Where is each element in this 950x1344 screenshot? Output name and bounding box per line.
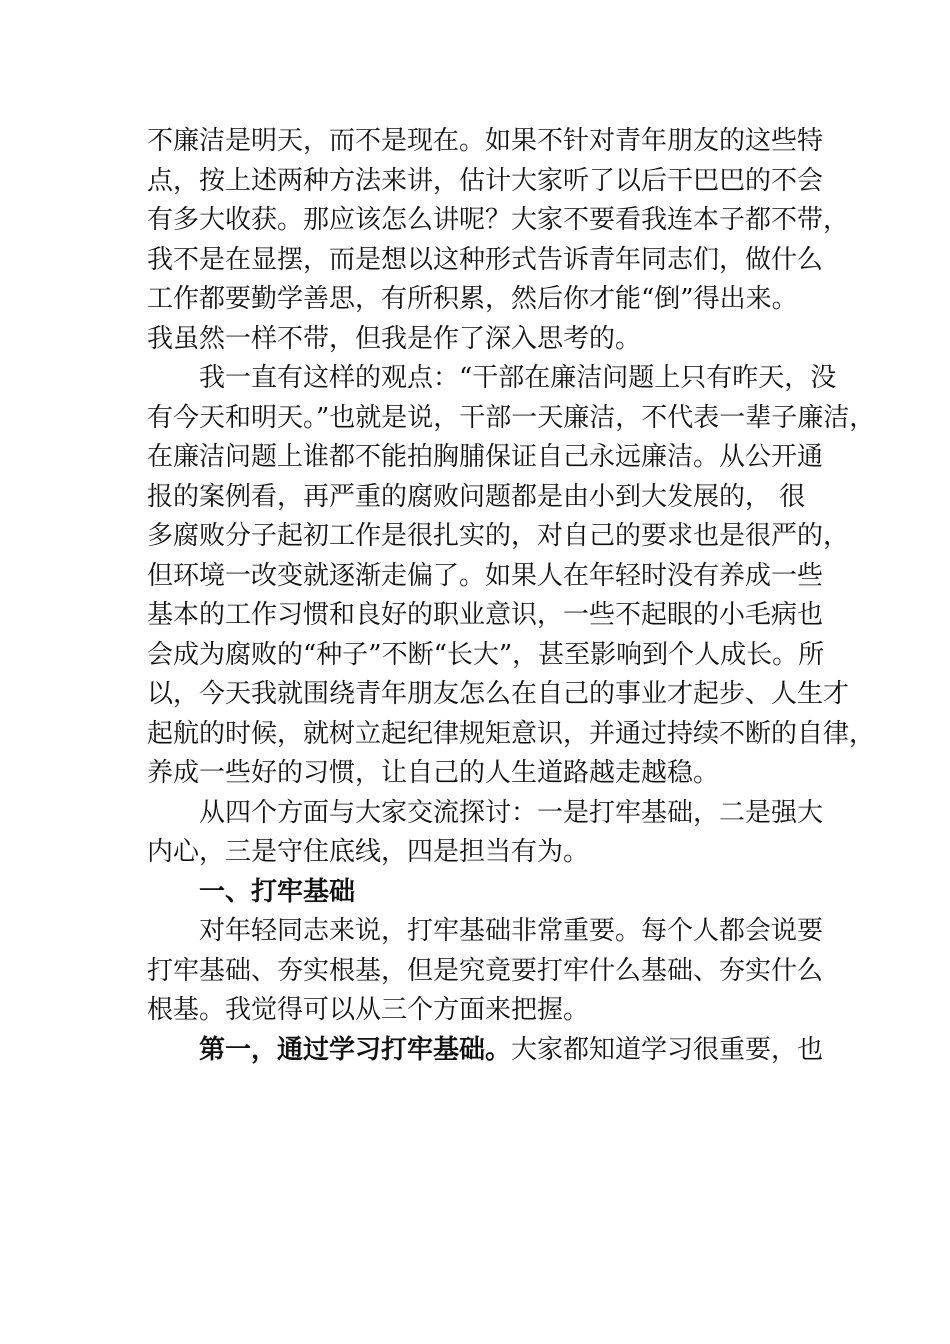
text-line: 以，今天我就围绕青年朋友怎么在自己的事业才起步、人生才 bbox=[147, 679, 850, 709]
text-line: 养成一些好的习惯，让自己的人生道路越走越稳。 bbox=[147, 758, 720, 788]
text-line: 打牢基础、夯实根基，但是究竟要打牢什么基础、夯实什么 bbox=[147, 955, 824, 986]
text-line: 点，按上述两种方法来讲，估计大家听了以后干巴巴的不会 bbox=[147, 165, 824, 196]
text-line: 报的案例看，再严重的腐败问题都是由小到大发展的， 很 bbox=[147, 481, 806, 512]
paragraph-2 bbox=[147, 359, 876, 794]
text-line: 我一直有这样的观点：“干部在廉洁问题上只有昨天，没 bbox=[199, 363, 837, 393]
text-line: 会成为腐败的“种子”不断“长大”，甚至影响到个人成长。所 bbox=[147, 639, 825, 670]
paragraph-6 bbox=[147, 1031, 827, 1071]
bold-lead-text: 第一，通过学习打牢基础。 bbox=[199, 1034, 512, 1065]
paragraph-3 bbox=[147, 794, 827, 873]
text-line: 基本的工作习惯和良好的职业意识，一些不起眼的小毛病也 bbox=[147, 600, 824, 630]
section-heading-text: 一、打牢基础 bbox=[199, 876, 356, 907]
section-heading bbox=[147, 873, 827, 913]
text-line: 工作都要勤学善思，有所积累，然后你才能“倒”得出来。 bbox=[147, 284, 798, 314]
document-body bbox=[147, 122, 876, 1070]
text-line bbox=[147, 1031, 827, 1071]
text-line: 起航的时候，就树立起纪律规矩意识，并通过持续不断的自律， bbox=[147, 718, 876, 749]
text-line: 我不是在显摆，而是想以这种形式告诉青年同志们，做什么 bbox=[147, 244, 824, 275]
text-line: 多腐败分子起初工作是很扎实的，对自己的要求也是很严的， bbox=[147, 521, 850, 551]
paragraph-5 bbox=[147, 912, 827, 1031]
text-line: 不廉洁是明天，而不是现在。如果不针对青年朋友的这些特 bbox=[147, 126, 824, 156]
text-line: 内心，三是守住底线，四是担当有为。 bbox=[147, 837, 590, 867]
text-line: 对年轻同志来说，打牢基础非常重要。每个人都会说要 bbox=[199, 916, 824, 946]
text-line: 根基。我觉得可以从三个方面来把握。 bbox=[147, 995, 590, 1025]
paragraph-text: 大家都知道学习很重要，也 bbox=[511, 1034, 824, 1065]
text-line: 在廉洁问题上谁都不能拍胸脯保证自己永远廉洁。从公开通 bbox=[147, 442, 824, 472]
text-line: 有今天和明天。”也就是说，干部一天廉洁，不代表一辈子廉洁， bbox=[147, 402, 876, 433]
text-line: 有多大收获。那应该怎么讲呢？大家不要看我连本子都不带， bbox=[147, 205, 850, 235]
paragraph-1 bbox=[147, 122, 850, 359]
text-line: 从四个方面与大家交流探讨：一是打牢基础，二是强大 bbox=[199, 797, 824, 828]
text-line: 我虽然一样不带，但我是作了深入思考的。 bbox=[147, 323, 642, 354]
text-line: 但环境一改变就逐渐走偏了。如果人在年轻时没有养成一些 bbox=[147, 560, 824, 591]
